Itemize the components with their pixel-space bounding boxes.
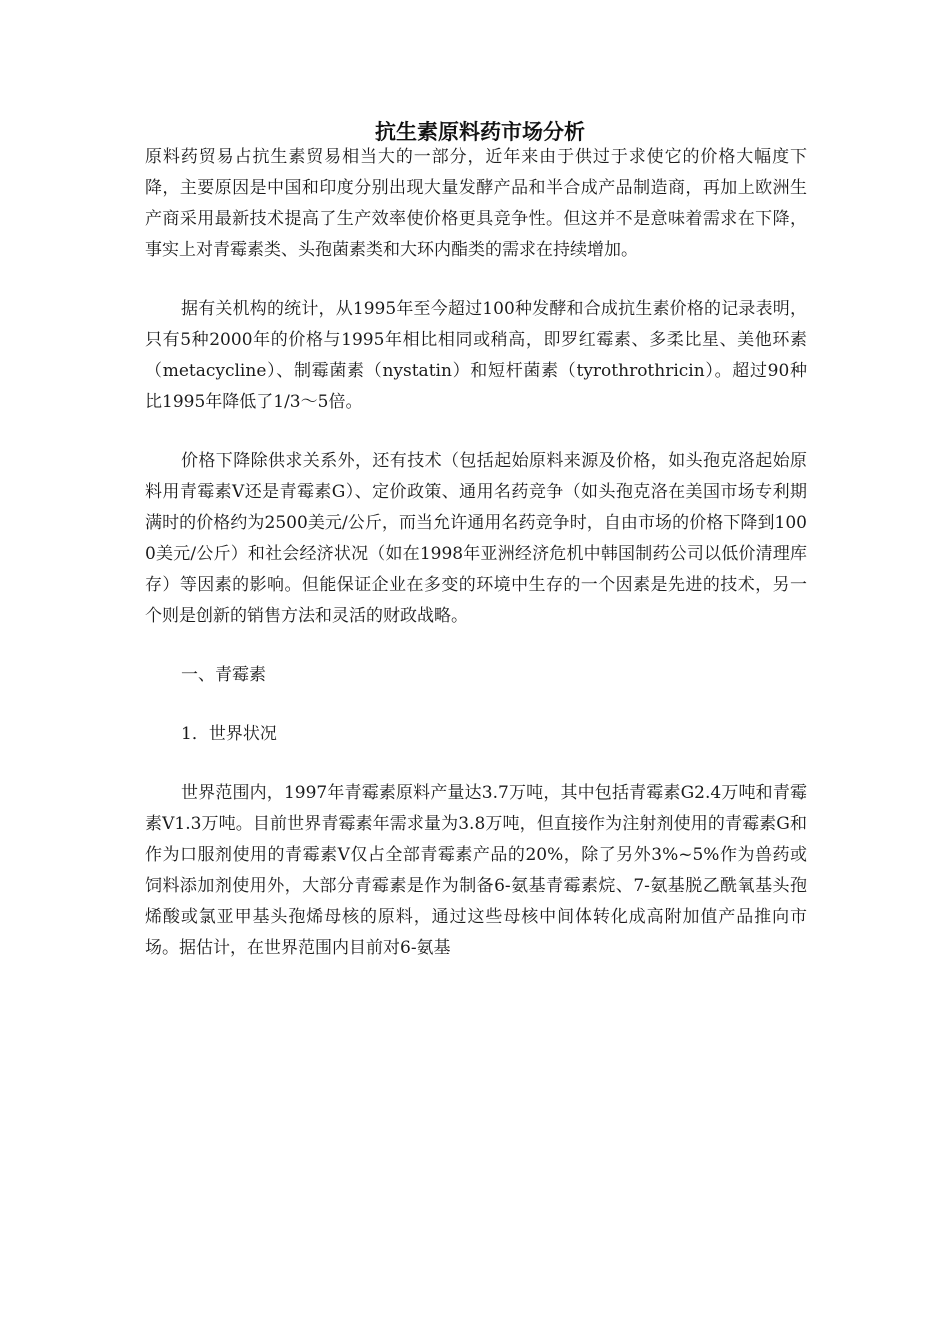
paragraph-spacer [145,750,807,778]
paragraph-spacer [145,632,807,660]
paragraph-spacer [145,691,807,719]
paragraph-price-factors: 价格下降除供求关系外，还有技术（包括起始原料来源及价格，如头孢克洛起始原料用青霉素V还是青霉素G）、定价政策、通用名药竞争（如头孢克洛在美国市场专利期满时的价格约为2500美元/公斤，而当允许通用名药竞争时，自由市场的价格下降到1000美元/公斤）和社会经济状况（如在1998年亚洲经济危机中韩国制药公司以低价清理库存）等因素的影响。但能保证企业在多变的环境中生存的一个因素是先进的技术，另一个则是创新的销售方法和灵活的财政战略。 [145,451,807,626]
paragraph-intro: 原料药贸易占抗生素贸易相当大的一部分，近年来由于供过于求使它的价格大幅度下降，主要原因是中国和印度分别出现大量发酵产品和半合成产品制造商，再加上欧洲生产商采用最新技术提高了生产效率使价格更具竞争性。但这并不是意味着需求在下降，事实上对青霉素类、头孢菌素类和大环内酯类的需求在持续增加。 [145,147,807,260]
paragraph-price-statistics: 据有关机构的统计，从1995年至今超过100种发酵和合成抗生素价格的记录表明，只有5种2000年的价格与1995年相比相同或稍高，即罗红霉素、多柔比星、美他环素（metacycline）、制霉菌素（nystatin）和短杆菌素（tyrothrothricin）。超过90种比1995年降低了1/3～5倍。 [145,299,807,412]
section-heading-penicillin: 一、青霉素 [181,665,266,685]
paragraph-world-production: 世界范围内，1997年青霉素原料产量达3.7万吨，其中包括青霉素G2.4万吨和青霉素V1.3万吨。目前世界青霉素年需求量为3.8万吨，但直接作为注射剂使用的青霉素G和作为口服剂使用的青霉素V仅占全部青霉素产品的20%，除了另外3%~5%作为兽药或饲料添加剂使用外，大部分青霉素是作为制备6-氨基青霉素烷、7-氨基脱乙酰氧基头孢烯酸或氯亚甲基头孢烯母核的原料，通过这些母核中间体转化成高附加值产品推向市场。据估计，在世界范围内目前对6-氨基 [145,783,807,958]
paragraph-spacer [145,266,807,294]
document-body [145,118,807,964]
subsection-heading-world-status: 1．世界状况 [181,724,277,744]
paragraph-spacer [145,418,807,446]
document-title: 抗生素原料药市场分析 [375,120,585,144]
